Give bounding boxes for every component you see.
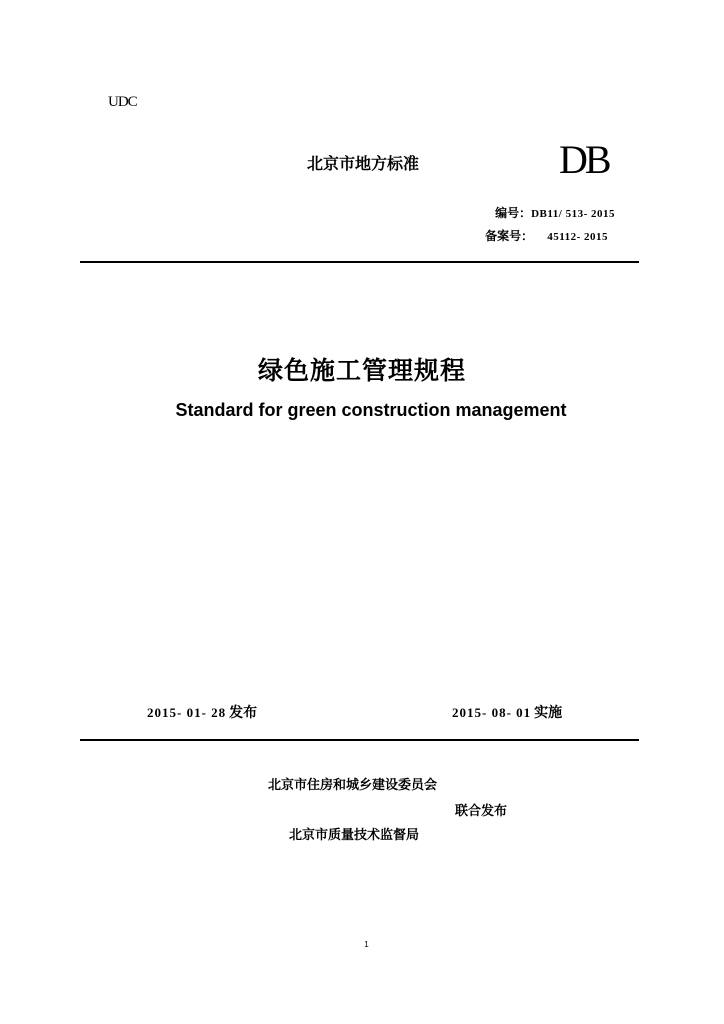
joint-issue-label: 联合发布 [455,804,508,819]
code-label: 编号： [495,206,532,220]
code-value: DB11/ 513- 2015 [531,208,615,220]
standard-code [495,207,615,220]
db-mark: DB [559,137,609,182]
title-english: Standard for green construction management [175,400,567,420]
effective-date: 2015- 08- 01 [452,705,532,720]
top-divider [80,261,639,263]
record-value: 45112- 2015 [547,231,608,243]
record-label: 备案号： [485,229,534,243]
udc-label: UDC [108,94,137,110]
effective-label: 实施 [534,705,563,721]
issue-label: 发布 [229,705,258,721]
issuer-org-housing: 北京市住房和城乡建设委员会 [268,778,438,793]
page-number: 1 [364,940,369,949]
issuer-org-quality: 北京市质量技术监督局 [289,828,420,843]
record-number [485,230,608,243]
standard-type: 北京市地方标准 [307,154,420,173]
bottom-divider [80,739,639,741]
issue-date: 2015- 01- 28 [147,705,227,720]
issue-date-line [147,706,257,720]
title-chinese: 绿色施工管理规程 [257,356,466,385]
effective-date-line [452,706,562,720]
